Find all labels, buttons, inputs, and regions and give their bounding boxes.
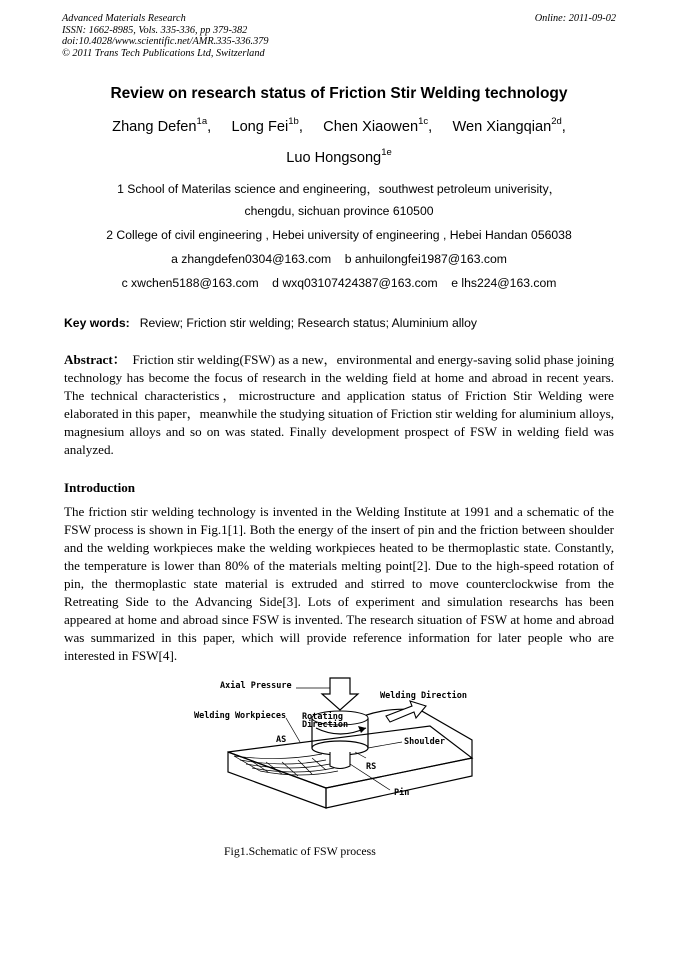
abstract-text: Friction stir welding(FSW) as a new，environmental and energy-saving solid phase joining technology has become the focus of research in the welding field at home and abroad in recent years. The technical characteristics，microstructure and application status of Friction Stir Welding were elaborated in this paper，meanwhile the studying situation of Friction stir welding for aluminium alloys, magnesium alloys and so on was stated. Finally development prospect of FSW in welding field was analyzed. xyxy=(64,352,615,457)
issn-line: ISSN: 1662-8985, Vols. 335-336, pp 379-382 xyxy=(62,24,248,36)
email-line: c xwchen5188@163.com d wxq03107424387@163.com e lhs224@163.com xyxy=(121,276,557,290)
section-heading: Introduction xyxy=(64,480,136,495)
author-name: Luo Hongsong xyxy=(286,149,382,166)
author-affil-sup: 1a xyxy=(196,116,208,127)
fig-label-welding-direction: Welding Direction xyxy=(380,691,467,701)
author-affil-sup: 1b xyxy=(288,116,299,127)
figure-caption: Fig1.Schematic of FSW process xyxy=(224,844,376,858)
author-affil-sup: 2d xyxy=(551,116,562,127)
author-name: Wen Xiangqian xyxy=(452,118,552,135)
affiliation-line: 1 School of Materilas science and engineering，southwest petroleum univerisity， xyxy=(117,182,561,196)
fig-label-rotating: Rotating xyxy=(302,712,343,722)
introduction-text: The friction stir welding technology is invented in the Welding Institute at 1991 and a schematic of the FSW process is shown in Fig.1[1]. Both the energy of the insert of pin and the friction between shoulder and the welding workpieces make the welding workpieces heated to be thermoplastic state. Constantly, the temperature is lower than 80% of the materials melting point[2]. Due to the high-speed rotation of pin, the thermoplastic state material is extruded and stirred to move counterclockwise from the Retreating Side to the Advancing Side[3]. Lots of experiment and simulation researchs has been appeared at home and abroad since FSW is invented. The research situation of FSW at home and abroad was summarized in this paper, which will provide reference information for later people who are interested in FSW[4]. xyxy=(64,504,614,663)
fig-label-as: AS xyxy=(276,735,287,745)
abstract-label: Abstract： xyxy=(64,352,126,367)
paper-title: Review on research status of Friction Stir Welding technology xyxy=(110,85,568,102)
author-list: Zhang Defen$^{1a}$, Long Fei$^{1b}$, Chen Xiaowen$^{1c}$, Wen Xiangqian$^{2d}$, xyxy=(112,116,566,135)
author-affil-sup: 1c xyxy=(418,116,429,127)
rotation-arrowhead xyxy=(358,726,366,733)
author-name: Chen Xiaowen xyxy=(323,118,419,135)
fig-label-axial-pressure: Axial Pressure xyxy=(220,681,292,691)
fig-label-rs: RS xyxy=(366,762,377,772)
author-affil-sup: 1e xyxy=(381,147,392,158)
author-name: Long Fei xyxy=(231,118,289,135)
fig-label-pin: Pin xyxy=(394,788,410,798)
doi-line: doi:10.4028/www.scientific.net/AMR.335-336.379 xyxy=(62,36,269,47)
fig-label-welding-workpieces: Welding Workpieces xyxy=(194,711,287,721)
keywords-text: Review; Friction stir welding; Research status; Aluminium alloy xyxy=(139,316,478,330)
author-list-line2 xyxy=(0,148,678,166)
fig-label-shoulder: Shoulder xyxy=(404,737,445,747)
online-date: Online: 2011-09-02 xyxy=(534,13,616,24)
journal-header xyxy=(62,13,269,59)
affiliation-line: chengdu, sichuan province 610500 xyxy=(244,204,434,218)
copyright-line: © 2011 Trans Tech Publications Ltd, Switzerland xyxy=(62,47,265,59)
email-line: a zhangdefen0304@163.com b anhuilongfei1987@163.com xyxy=(171,252,507,266)
fig-label-direction: Direction xyxy=(302,720,349,730)
keywords xyxy=(64,316,477,330)
keywords-label: Key words: xyxy=(64,316,130,330)
axial-pressure-arrow xyxy=(322,678,358,710)
abstract xyxy=(64,351,614,459)
journal-name: Advanced Materials Research xyxy=(62,13,186,24)
author-name: Zhang Defen xyxy=(112,118,197,135)
welding-direction-arrow xyxy=(386,701,426,722)
fsw-schematic-figure xyxy=(190,676,490,834)
affiliation-line: 2 College of civil engineering , Hebei university of engineering , Hebei Handan 056038 xyxy=(106,228,572,242)
